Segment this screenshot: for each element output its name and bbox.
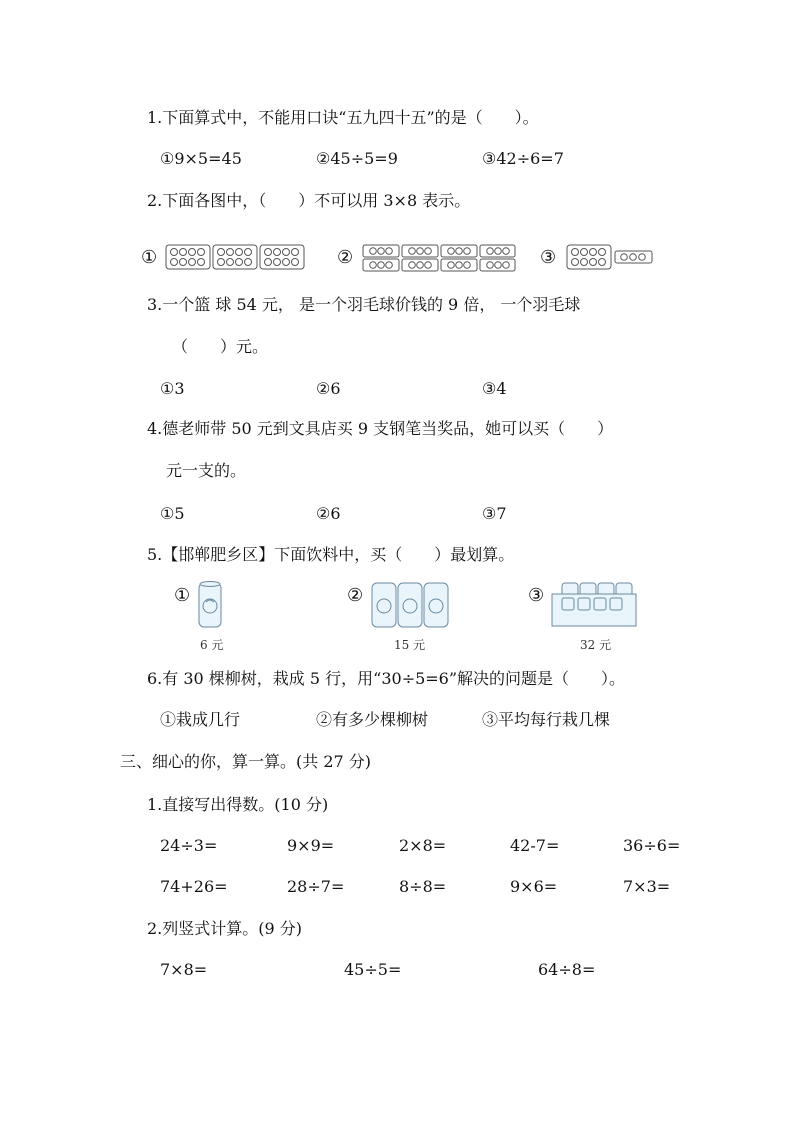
q5-marker-1: ①	[174, 585, 191, 606]
q1-option-2: ②45÷5=9	[316, 149, 398, 168]
q2-figure-2	[362, 244, 516, 272]
can-single-icon	[196, 580, 224, 630]
calc-item: 8÷8=	[399, 877, 447, 896]
q1-option-3: ③42÷6=7	[482, 149, 564, 168]
q5-price-2: 15 元	[394, 638, 426, 652]
question-2-text: 2.下面各图中，（ ）不可以用 3×8 表示。	[147, 191, 471, 210]
section-3-title: 三、细心的你，算一算。(共 27 分)	[120, 752, 372, 771]
q3-option-1: ①3	[160, 379, 185, 398]
question-4-text-line1: 4.德老师带 50 元到文具店买 9 支钢笔当奖品，她可以买（ ）	[147, 419, 614, 438]
q5-marker-3: ③	[528, 585, 545, 606]
calc-item: 9×9=	[287, 836, 335, 855]
q2-marker-3: ③	[540, 247, 557, 268]
q6-option-1: ①栽成几行	[160, 710, 241, 729]
calc-item: 7×3=	[623, 877, 671, 896]
calc-item: 42-7=	[510, 836, 560, 855]
calc-item: 24÷3=	[160, 836, 218, 855]
vertical-calc-item: 7×8=	[160, 960, 208, 979]
q3-option-2: ②6	[316, 379, 341, 398]
q4-option-2: ②6	[316, 504, 341, 523]
vertical-calc-item: 64÷8=	[538, 960, 596, 979]
q5-marker-2: ②	[347, 585, 364, 606]
q2-marker-2: ②	[337, 247, 354, 268]
question-5-text: 5.【邯郸肥乡区】下面饮料中，买（ ）最划算。	[147, 545, 515, 564]
q2-marker-1: ①	[141, 247, 158, 268]
can-three-pack-icon	[370, 580, 450, 630]
calc-item: 74+26=	[160, 877, 228, 896]
question-3-text-line2: （ ）元。	[172, 337, 269, 356]
q1-option-1: ①9×5=45	[160, 149, 242, 168]
calc-item: 9×6=	[510, 877, 558, 896]
calc-item: 2×8=	[399, 836, 447, 855]
q3-option-3: ③4	[482, 379, 507, 398]
q6-option-3: ③平均每行栽几棵	[482, 710, 611, 729]
section-3-part-2-title: 2.列竖式计算。(9 分)	[147, 919, 303, 938]
calc-item: 36÷6=	[623, 836, 681, 855]
q5-price-3: 32 元	[580, 638, 612, 652]
q5-price-1: 6 元	[200, 638, 224, 652]
q6-option-2: ②有多少棵柳树	[316, 710, 429, 729]
section-3-part-1-title: 1.直接写出得数。(10 分)	[147, 795, 329, 814]
q2-figure-3	[566, 244, 654, 270]
question-4-text-line2: 元一支的。	[166, 461, 247, 480]
can-box-icon	[550, 580, 638, 630]
calc-item: 28÷7=	[287, 877, 345, 896]
question-6-text: 6.有 30 棵柳树，栽成 5 行，用“30÷5=6”解决的问题是（ ）。	[147, 669, 626, 688]
vertical-calc-item: 45÷5=	[344, 960, 402, 979]
q4-option-1: ①5	[160, 504, 185, 523]
q2-figure-1	[165, 244, 307, 270]
q4-option-3: ③7	[482, 504, 507, 523]
question-3-text-line1: 3.一个篮 球 54 元， 是一个羽毛球价钱的 9 倍， 一个羽毛球	[147, 295, 581, 314]
question-1-text: 1.下面算式中，不能用口诀“五九四十五”的是（ ）。	[147, 108, 539, 127]
